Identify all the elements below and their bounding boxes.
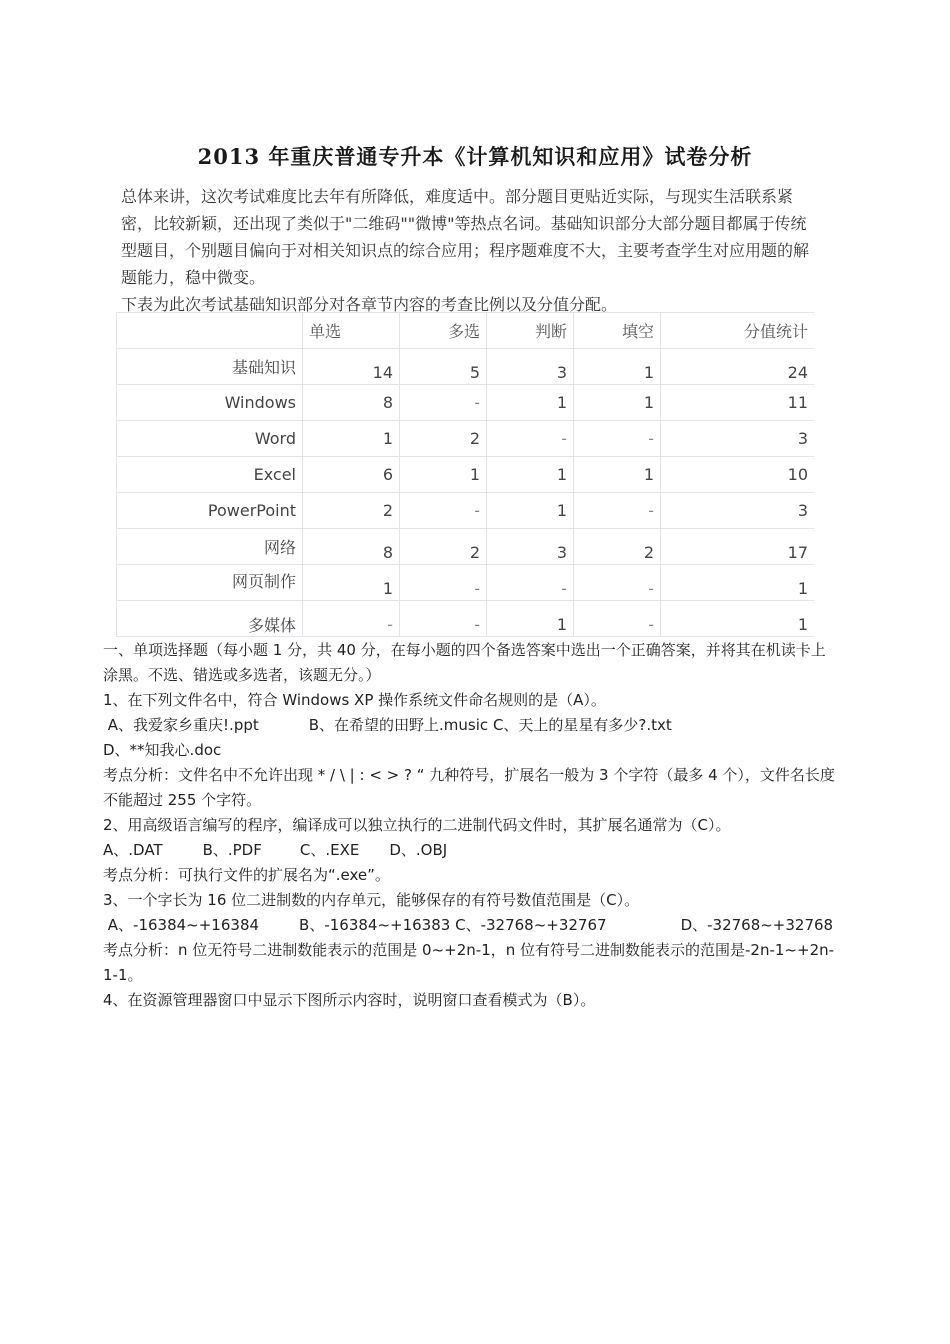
table-row (117, 601, 815, 637)
option-c: C、.EXE (299, 841, 360, 859)
option-b: B、-16384~+16383 (299, 916, 451, 934)
question-stem: 1、在下列文件名中，符合 Windows XP 操作系统文件命名规则的是（A）。 (103, 691, 606, 709)
header-cell: 填空 (574, 313, 661, 349)
table-cell: 3 (487, 529, 574, 565)
section-heading: 一、单项选择题（每小题 1 分，共 40 分，在每小题的四个备选答案中选出一个正确答案，并将其在机读卡上涂黑。不选、错选或多选者，该题无分。） (103, 641, 826, 684)
table-cell: 1 (661, 565, 815, 601)
intro-paragraph: 总体来讲，这次考试难度比去年有所降低，难度适中。部分题目更贴近实际，与现实生活联系紧密，比较新颖，还出现了类似于"二维码""微博"等热点名词。基础知识部分大部分题目都属于传统型题目，个别题目偏向于对相关知识点的综合应用；程序题难度不大，主要考查学生对应用题的解题能力，稳中微变。 (121, 187, 810, 287)
table-cell: 1 (661, 601, 815, 637)
option-c: C、天上的星星有多少?.txt (492, 716, 672, 734)
row-label: Word (117, 421, 303, 457)
answer-options (103, 713, 840, 763)
option-d: D、-32768~+32768 (680, 916, 834, 934)
table-cell: 2 (574, 529, 661, 565)
header-cell (117, 313, 303, 349)
table-cell: - (400, 493, 487, 529)
header-cell: 单选 (303, 313, 400, 349)
row-label: Windows (117, 385, 303, 421)
analysis-note: 考点分析：n 位无符号二进制数能表示的范围是 0~+2n-1，n 位有符号二进制数能表示的范围是-2n-1~+2n-1-1。 (103, 941, 835, 984)
table-cell: 1 (303, 565, 400, 601)
option-b: B、.PDF (202, 841, 262, 859)
table-row (117, 385, 815, 421)
table-cell: 1 (487, 493, 574, 529)
table-cell: 3 (661, 421, 815, 457)
table-cell: 8 (303, 385, 400, 421)
table-cell: 2 (400, 529, 487, 565)
option-d: D、.OBJ (389, 841, 448, 859)
table-cell: 5 (400, 349, 487, 385)
intro-section (121, 183, 821, 318)
table-cell: - (574, 601, 661, 637)
table-cell: 3 (487, 349, 574, 385)
header-cell: 分值统计 (661, 313, 815, 349)
intro-table-caption: 下表为此次考试基础知识部分对各章节内容的考查比例以及分值分配。 (121, 295, 618, 314)
row-label: 多媒体 (117, 601, 303, 637)
question-stem: 4、在资源管理器窗口中显示下图所示内容时，说明窗口查看模式为（B）。 (103, 991, 596, 1009)
table-cell: 11 (661, 385, 815, 421)
answer-options (103, 913, 840, 938)
table-cell: - (487, 421, 574, 457)
table-cell: 1 (487, 601, 574, 637)
table-row (117, 457, 815, 493)
table-cell: 1 (574, 457, 661, 493)
table-cell: 1 (487, 457, 574, 493)
table-cell: 14 (303, 349, 400, 385)
table-cell: 1 (574, 385, 661, 421)
table-cell: - (400, 385, 487, 421)
option-c: C、-32768~+32767 (455, 916, 607, 934)
question-stem: 2、用高级语言编写的程序，编译成可以独立执行的二进制代码文件时，其扩展名通常为（C）。 (103, 816, 731, 834)
table-cell: 10 (661, 457, 815, 493)
table-cell: 17 (661, 529, 815, 565)
row-label: PowerPoint (117, 493, 303, 529)
table-cell: - (574, 421, 661, 457)
table-row (117, 493, 815, 529)
table-cell: - (400, 601, 487, 637)
table-cell: 1 (400, 457, 487, 493)
table-cell: 1 (487, 385, 574, 421)
analysis-note: 考点分析：文件名中不允许出现 * / \ | : < > ? “ 九种符号，扩展名一般为 3 个字符（最多 4 个），文件名长度不能超过 255 个字符。 (103, 766, 835, 809)
table-cell: - (574, 493, 661, 529)
option-a: A、.DAT (103, 841, 163, 859)
table-row (117, 421, 815, 457)
table-row (117, 349, 815, 385)
header-cell: 判断 (487, 313, 574, 349)
table-cell: 6 (303, 457, 400, 493)
row-label: Excel (117, 457, 303, 493)
questions-section (103, 638, 840, 1013)
table-cell: - (574, 565, 661, 601)
analysis-note: 考点分析：可执行文件的扩展名为“.exe”。 (103, 866, 390, 884)
table-cell: - (303, 601, 400, 637)
option-a: A、-16384~+16384 (107, 916, 260, 934)
table-cell: - (400, 565, 487, 601)
table-header-row (117, 313, 815, 349)
table-cell: 8 (303, 529, 400, 565)
table-row (117, 529, 815, 565)
table-cell: 2 (303, 493, 400, 529)
document-title: 2013 年重庆普通专升本《计算机知识和应用》试卷分析 (197, 144, 753, 169)
option-d: D、**知我心.doc (103, 741, 222, 759)
row-label: 基础知识 (117, 349, 303, 385)
header-cell: 多选 (400, 313, 487, 349)
table-cell: 2 (400, 421, 487, 457)
table-cell: 24 (661, 349, 815, 385)
question-stem: 3、一个字长为 16 位二进制数的内存单元，能够保存的有符号数值范围是（C）。 (103, 891, 640, 909)
table-row (117, 565, 815, 601)
stats-table (116, 312, 814, 637)
table-cell: 1 (574, 349, 661, 385)
table-cell: 3 (661, 493, 815, 529)
stats-table-container (116, 312, 814, 642)
option-a: A、我爱家乡重庆!.ppt (107, 716, 259, 734)
table-cell: - (487, 565, 574, 601)
table-cell: 1 (303, 421, 400, 457)
answer-options (103, 838, 840, 863)
option-b: B、在希望的田野上.music (308, 716, 489, 734)
row-label: 网络 (117, 529, 303, 565)
row-label: 网页制作 (117, 565, 303, 601)
